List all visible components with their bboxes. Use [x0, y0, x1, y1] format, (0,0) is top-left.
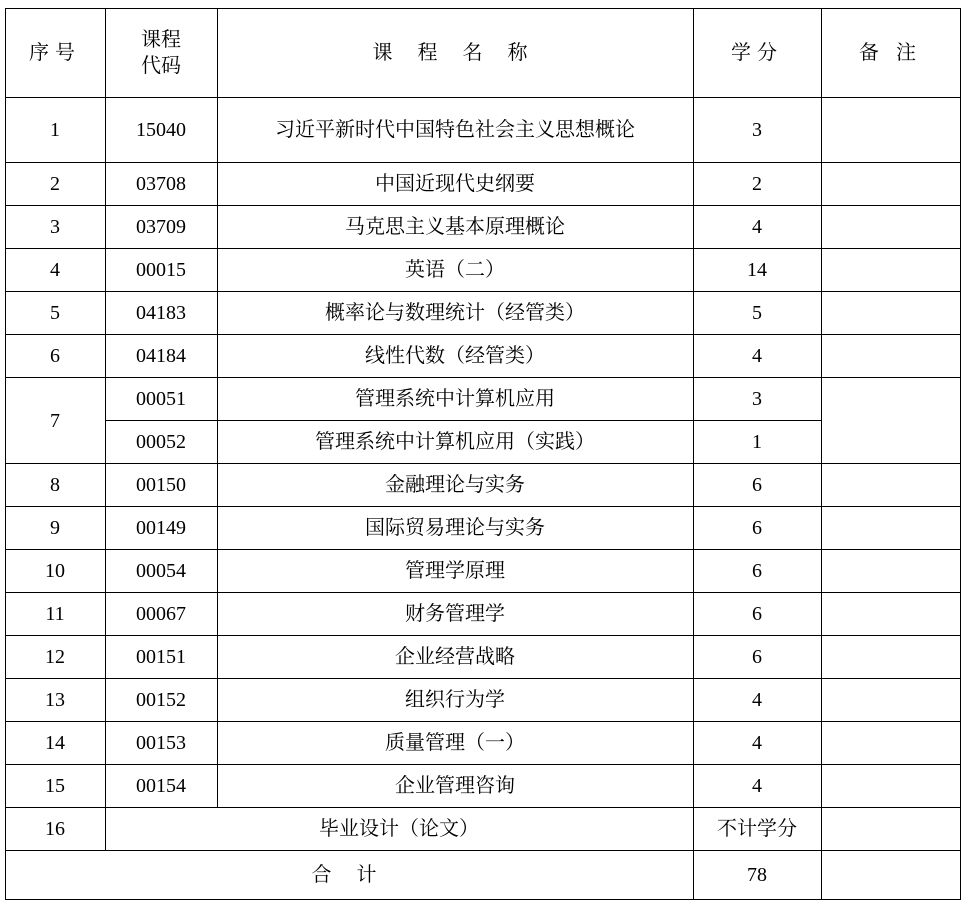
cell-no: 1: [5, 98, 105, 163]
cell-note: [821, 507, 960, 550]
cell-code: 00054: [105, 550, 217, 593]
cell-code: 00150: [105, 464, 217, 507]
cell-no: 3: [5, 206, 105, 249]
cell-credit: 6: [693, 464, 821, 507]
cell-no: 14: [5, 722, 105, 765]
total-label: 合 计: [5, 851, 693, 900]
cell-note: [821, 550, 960, 593]
cell-code: 04183: [105, 292, 217, 335]
cell-code: 00067: [105, 593, 217, 636]
header-cell-name: 课 程 名 称: [217, 9, 693, 98]
cell-code: 00015: [105, 249, 217, 292]
cell-code: 00154: [105, 765, 217, 808]
cell-note: [821, 292, 960, 335]
cell-credit: 4: [693, 765, 821, 808]
table-header-row: [5, 9, 960, 98]
cell-code: 15040: [105, 98, 217, 163]
cell-note: [821, 636, 960, 679]
header-code-line2: 代码: [141, 55, 181, 77]
cell-code: 03708: [105, 163, 217, 206]
cell-no: 7: [5, 378, 105, 464]
cell-name: 习近平新时代中国特色社会主义思想概论: [217, 98, 693, 163]
cell-no: 12: [5, 636, 105, 679]
cell-no: 16: [5, 808, 105, 851]
cell-credit: 6: [693, 550, 821, 593]
cell-name: 概率论与数理统计（经管类）: [217, 292, 693, 335]
total-note: [821, 851, 960, 900]
cell-note: [821, 249, 960, 292]
cell-credit: 6: [693, 636, 821, 679]
cell-code: 00051: [105, 378, 217, 421]
table-row: [5, 593, 960, 636]
cell-no: 15: [5, 765, 105, 808]
cell-credit: 不计学分: [693, 808, 821, 851]
cell-no: 10: [5, 550, 105, 593]
table-row: [5, 335, 960, 378]
cell-credit: 4: [693, 722, 821, 765]
header-cell-code: [105, 9, 217, 98]
cell-credit: 6: [693, 593, 821, 636]
cell-note: [821, 765, 960, 808]
table-row: [5, 206, 960, 249]
cell-credit: 2: [693, 163, 821, 206]
cell-name: 企业管理咨询: [217, 765, 693, 808]
course-plan-table: [5, 8, 961, 900]
table-row-graduation: [5, 808, 960, 851]
cell-no: 5: [5, 292, 105, 335]
cell-credit: 4: [693, 679, 821, 722]
table-row: [5, 163, 960, 206]
cell-credit: 6: [693, 507, 821, 550]
header-cell-no: 序号: [5, 9, 105, 98]
cell-note: [821, 335, 960, 378]
cell-name: 质量管理（一）: [217, 722, 693, 765]
total-value: 78: [693, 851, 821, 900]
cell-no: 9: [5, 507, 105, 550]
cell-credit: 4: [693, 335, 821, 378]
table-row: [5, 507, 960, 550]
table-row: [5, 378, 960, 421]
table-row: [5, 98, 960, 163]
cell-note: [821, 679, 960, 722]
cell-code: 03709: [105, 206, 217, 249]
cell-name: 企业经营战略: [217, 636, 693, 679]
table-body: [5, 98, 960, 900]
cell-no: 2: [5, 163, 105, 206]
table-row: [5, 550, 960, 593]
cell-no: 8: [5, 464, 105, 507]
cell-credit: 5: [693, 292, 821, 335]
cell-credit: 3: [693, 378, 821, 421]
cell-no: 4: [5, 249, 105, 292]
cell-name: 组织行为学: [217, 679, 693, 722]
cell-note: [821, 808, 960, 851]
cell-note: [821, 464, 960, 507]
header-code-line1: 课程: [141, 29, 181, 51]
table-row: [5, 421, 960, 464]
table-row: [5, 679, 960, 722]
cell-credit: 1: [693, 421, 821, 464]
cell-note: [821, 378, 960, 464]
cell-no: 11: [5, 593, 105, 636]
header-cell-credit: 学分: [693, 9, 821, 98]
table-row: [5, 292, 960, 335]
cell-credit: 3: [693, 98, 821, 163]
cell-note: [821, 593, 960, 636]
cell-credit: 14: [693, 249, 821, 292]
cell-name: 国际贸易理论与实务: [217, 507, 693, 550]
table-header: [5, 9, 960, 98]
table-row: [5, 249, 960, 292]
table-row-total: [5, 851, 960, 900]
cell-note: [821, 163, 960, 206]
table-row: [5, 636, 960, 679]
cell-code: 04184: [105, 335, 217, 378]
cell-code: 00149: [105, 507, 217, 550]
cell-code: 00152: [105, 679, 217, 722]
cell-note: [821, 206, 960, 249]
table-row: [5, 464, 960, 507]
cell-name: 金融理论与实务: [217, 464, 693, 507]
table-row: [5, 765, 960, 808]
cell-note: [821, 98, 960, 163]
cell-code: 00151: [105, 636, 217, 679]
cell-name: 管理系统中计算机应用: [217, 378, 693, 421]
cell-name: 毕业设计（论文）: [105, 808, 693, 851]
cell-name: 管理学原理: [217, 550, 693, 593]
cell-name: 线性代数（经管类）: [217, 335, 693, 378]
table-row: [5, 722, 960, 765]
cell-name: 马克思主义基本原理概论: [217, 206, 693, 249]
cell-no: 13: [5, 679, 105, 722]
cell-code: 00153: [105, 722, 217, 765]
cell-name: 中国近现代史纲要: [217, 163, 693, 206]
cell-code: 00052: [105, 421, 217, 464]
header-cell-note: 备 注: [821, 9, 960, 98]
cell-note: [821, 722, 960, 765]
cell-no: 6: [5, 335, 105, 378]
cell-credit: 4: [693, 206, 821, 249]
cell-name: 英语（二）: [217, 249, 693, 292]
cell-name: 财务管理学: [217, 593, 693, 636]
cell-name: 管理系统中计算机应用（实践）: [217, 421, 693, 464]
